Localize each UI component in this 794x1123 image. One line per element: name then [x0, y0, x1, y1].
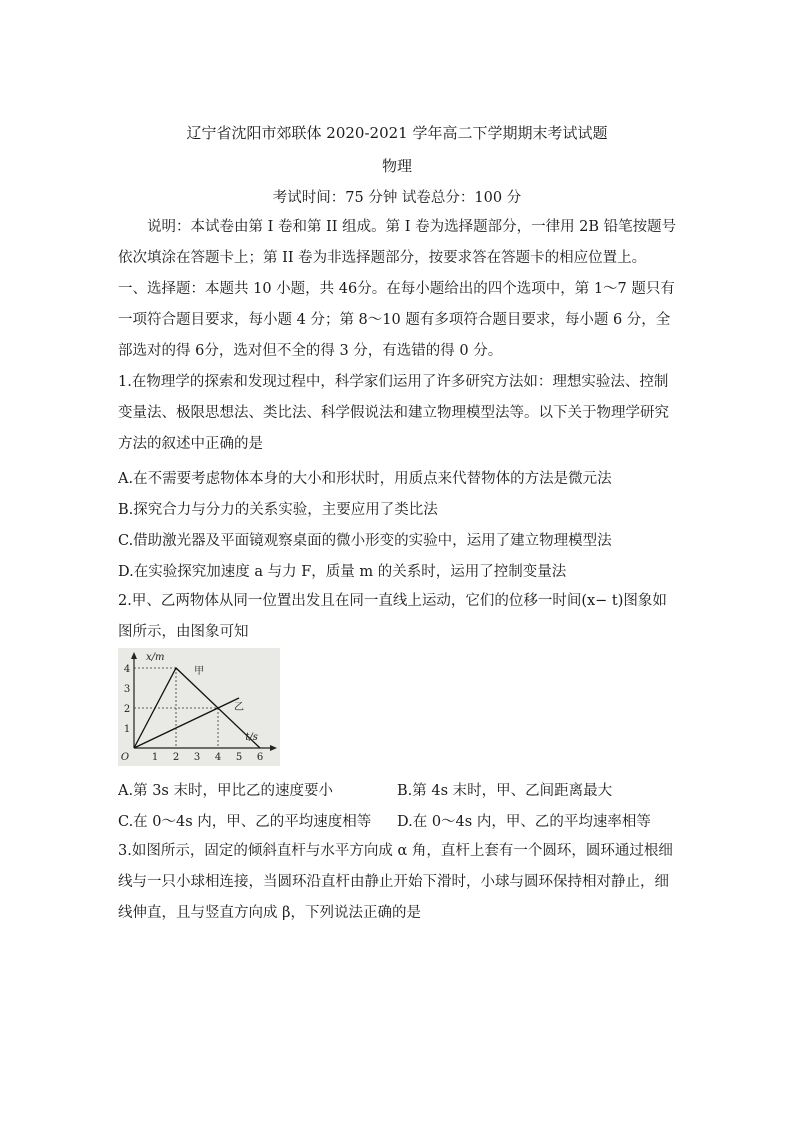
y-axis-arrow [131, 652, 137, 659]
x-tick-label: 2 [172, 752, 180, 763]
question-3-stem: 3.如图所示，固定的倾斜直杆与水平方向成 α 角，直杆上套有一个圆环，圆环通过根细线与一只小球相连接，当圆环沿直杆由静止开始下滑时，小球与圆环保持相对静止，细线伸直，且与竖直方向成 β，下列说法正确的是 [118, 843, 673, 921]
graph-svg [118, 648, 280, 766]
question-1-option-d: D.在实验探究加速度 a 与力 F，质量 m 的关系时，运用了控制变量法 [118, 564, 567, 580]
section-heading: 一、选择题：本题共 10 小题，共 46分。在每小题给出的四个选项中，第 1～7 题只有一项符合题目要求，每小题 4 分；第 8～10 题有多项符合题目要求，每小题 6 分，全部选对的得 6分，选对但不全的得 3 分，有选错的得 0 分。 [118, 281, 675, 359]
x-tick-label: 5 [235, 752, 243, 763]
x-tick-label: 1 [151, 752, 159, 763]
y-tick-label: 2 [123, 704, 131, 715]
origin-label: O [120, 752, 130, 763]
x-tick-label: 3 [193, 752, 201, 763]
question-2-option-d: D.在 0～4s 内，甲、乙的平均速率相等 [397, 814, 651, 830]
y-tick-label: 1 [123, 724, 131, 735]
question-2-option-b: B.第 4s 末时，甲、乙间距离最大 [397, 783, 613, 799]
question-1-option-c: C.借助激光器及平面镜观察桌面的微小形变的实验中，运用了建立物理模型法 [118, 533, 612, 549]
exam-subject: 物理 [381, 157, 412, 175]
exam-title: 辽宁省沈阳市郊联体 2020-2021 学年高二下学期期末考试试题 [186, 124, 608, 142]
y-tick-label: 4 [123, 664, 131, 675]
x-tick-label: 6 [256, 752, 264, 763]
question-2-option-a: A.第 3s 末时，甲比乙的速度要小 [118, 783, 333, 799]
question-1-option-a: A.在不需要考虑物体本身的大小和形状时，用质点来代替物体的方法是微元法 [118, 471, 612, 487]
y-axis-label: x/m [146, 652, 165, 663]
x-axis-label: t/s [245, 732, 258, 743]
question-2-stem: 2.甲、乙两物体从同一位置出发且在同一直线上运动，它们的位移一时间(x− t)图象如图所示，由图象可知 [118, 593, 667, 640]
question-2-option-c: C.在 0～4s 内，甲、乙的平均速度相等 [118, 814, 372, 830]
instructions: 说明：本试卷由第 I 卷和第 II 组成。第 I 卷为选择题部分，一律用 2B 铅笔按题号依次填涂在答题卡上；第 II 卷为非选择题部分，按要求答在答题卡的相应位置上。 [118, 219, 677, 266]
series-label-2: 乙 [234, 702, 244, 713]
x-tick-label: 4 [214, 752, 222, 763]
series-line-2 [134, 698, 239, 748]
question-1-stem: 1.在物理学的探索和发现过程中，科学家们运用了许多研究方法如：理想实验法、控制变量法、极限思想法、类比法、科学假说法和建立物理模型法等。以下关于物理学研究方法的叙述中正确的是 [118, 374, 669, 452]
series-label-1: 甲 [194, 666, 205, 677]
exam-meta: 考试时间：75 分钟 试卷总分：100 分 [272, 190, 522, 206]
question-1-option-b: B.探究合力与分力的关系实验，主要应用了类比法 [118, 502, 438, 518]
y-tick-label: 3 [123, 684, 131, 695]
x-axis-arrow [270, 745, 277, 751]
position-time-graph [118, 648, 280, 766]
